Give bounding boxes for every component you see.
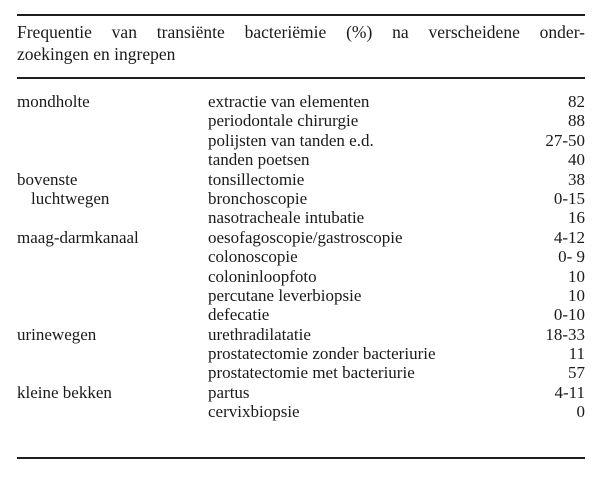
- table-row: [0, 305, 600, 324]
- table-row: [0, 131, 600, 150]
- value-cell: 57: [568, 363, 585, 383]
- procedure-cell: polijsten van tanden e.d.: [208, 130, 374, 150]
- procedure-cell: prostatectomie met bacteriurie: [208, 363, 415, 383]
- table-row: [0, 286, 600, 305]
- value-cell: 4-12: [553, 227, 585, 247]
- value-cell: 16: [568, 208, 585, 228]
- table-row: [0, 92, 600, 111]
- value-cell: 0-10: [553, 305, 585, 325]
- category-cell: maag-darmkanaal: [17, 227, 139, 247]
- caption-line-1: Frequentie van transiënte bacteriëmie (%) na verscheidene onder-: [17, 22, 585, 42]
- value-cell: 10: [568, 285, 585, 305]
- value-cell: 82: [568, 92, 585, 111]
- value-cell: 38: [568, 169, 585, 189]
- category-cell: urinewegen: [17, 324, 97, 344]
- procedure-cell: prostatectomie zonder bacteriurie: [208, 344, 436, 364]
- table-row: [0, 208, 600, 227]
- procedure-cell: nasotracheale intubatie: [208, 208, 365, 228]
- procedure-cell: defecatie: [208, 305, 270, 325]
- procedure-cell: tanden poetsen: [208, 150, 310, 170]
- value-cell: 0: [576, 402, 585, 422]
- procedure-cell: partus: [208, 382, 250, 402]
- category-cell: luchtwegen: [31, 188, 110, 208]
- procedure-cell: percutane leverbiopsie: [208, 285, 362, 305]
- value-cell: 0- 9: [558, 247, 585, 267]
- caption-line-2: zoekingen en ingrepen: [17, 44, 176, 64]
- procedure-cell: cervixbiopsie: [208, 402, 300, 422]
- table-row: [0, 150, 600, 169]
- value-cell: 4-11: [554, 382, 585, 402]
- procedure-cell: urethradilatatie: [208, 324, 311, 344]
- table-row: [0, 402, 600, 421]
- procedure-cell: extractie van elementen: [208, 92, 370, 111]
- value-cell: 18-33: [545, 324, 585, 344]
- category-cell: kleine bekken: [17, 382, 112, 402]
- table-row: [0, 111, 600, 130]
- bottom-rule: [17, 457, 585, 459]
- table-row: [0, 325, 600, 344]
- table-row: [0, 344, 600, 363]
- table-row: [0, 363, 600, 382]
- table-row: [0, 228, 600, 247]
- table-caption: [17, 21, 585, 65]
- category-cell: bovenste: [17, 169, 78, 189]
- category-cell: mondholte: [17, 92, 90, 111]
- procedure-cell: coloninloopfoto: [208, 266, 317, 286]
- procedure-cell: oesofagoscopie/gastroscopie: [208, 227, 403, 247]
- procedure-cell: tonsillectomie: [208, 169, 305, 189]
- table-row: [0, 170, 600, 189]
- table-row: [0, 383, 600, 402]
- table-row: [0, 247, 600, 266]
- top-rule: [17, 14, 585, 16]
- procedure-cell: periodontale chirurgie: [208, 111, 359, 131]
- header-rule: [17, 77, 585, 79]
- bacteremia-table: [0, 92, 600, 422]
- value-cell: 10: [568, 266, 585, 286]
- value-cell: 88: [568, 111, 585, 131]
- value-cell: 40: [568, 150, 585, 170]
- value-cell: 27-50: [545, 130, 585, 150]
- table-row: [0, 189, 600, 208]
- value-cell: 11: [568, 344, 585, 364]
- procedure-cell: bronchoscopie: [208, 188, 308, 208]
- value-cell: 0-15: [553, 188, 585, 208]
- table-row: [0, 267, 600, 286]
- procedure-cell: colonoscopie: [208, 247, 298, 267]
